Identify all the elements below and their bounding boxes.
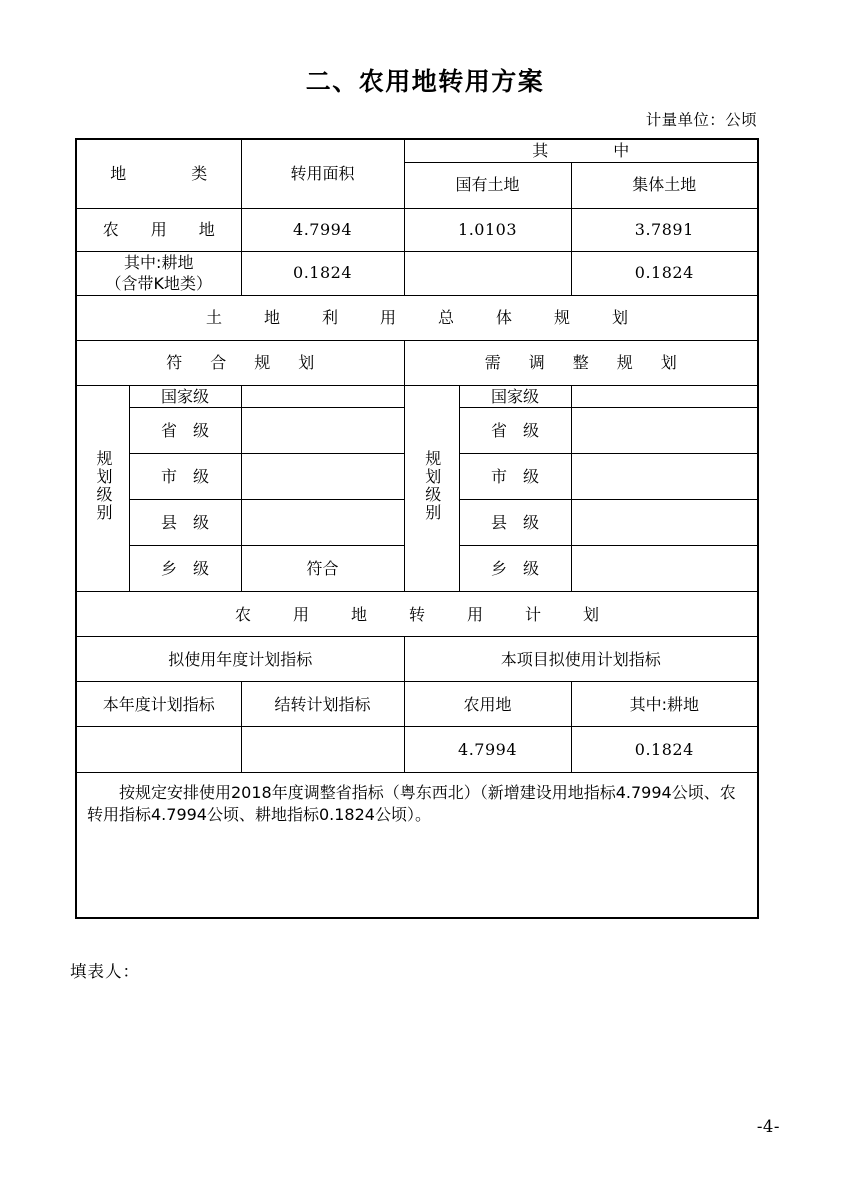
row-label-cultivated-line2: （含带K地类）: [105, 274, 212, 294]
plan-value-adjust-township: [571, 546, 758, 592]
conversion-plan-subheader-row: [76, 637, 758, 682]
cell-agricultural-land-quota: 4.7994: [404, 727, 571, 773]
plan-level-label-left: [76, 385, 129, 592]
header-among-which: 其 中: [404, 139, 758, 162]
table-row-cultivated-land: [76, 251, 758, 295]
section-title-overall-plan: 土 地 利 用 总 体 规 划: [76, 295, 758, 340]
col-header-current-year-quota: 本年度计划指标: [76, 682, 241, 727]
note-text: 按规定安排使用2018年度调整省指标（粤东西北）（新增建设用地指标4.7994公顷、农转用指标4.7994公顷、耕地指标0.1824公顷）。: [87, 783, 736, 824]
plan-level-name-right-township: 乡 级: [459, 546, 571, 592]
plan-value-conform-municipal: [241, 454, 404, 500]
plan-level-name-right-county: 县 级: [459, 500, 571, 546]
plan-level-name-left-provincial: 省 级: [129, 408, 241, 454]
page-number: -4-: [756, 1117, 780, 1136]
header-land-type: 地 类: [76, 139, 241, 208]
subheader-annual-plan-quota: 拟使用年度计划指标: [76, 637, 404, 682]
measurement-unit-label: 计量单位：公顷: [645, 111, 757, 129]
subheader-conform-plan: 符 合 规 划: [76, 340, 404, 385]
plan-value-conform-county: [241, 500, 404, 546]
conversion-plan-values-row: [76, 727, 758, 773]
plan-level-label-left-text: 规划级别: [93, 449, 113, 522]
note-row: [76, 773, 758, 919]
filled-by-label: 填表人：: [70, 962, 140, 981]
plan-value-adjust-provincial: [571, 408, 758, 454]
note-cell: [76, 773, 758, 919]
table-row-agricultural-land: [76, 208, 758, 251]
row-label-cultivated-land: [76, 251, 241, 295]
section-title-conversion-plan: 农 用 地 转 用 计 划: [76, 592, 758, 637]
plan-level-name-left-county: 县 级: [129, 500, 241, 546]
conversion-plan-column-header-row: [76, 682, 758, 727]
cell-agricultural-conversion-area: 4.7994: [241, 208, 404, 251]
plan-level-name-right-national: 国家级: [459, 385, 571, 408]
plan-level-name-right-municipal: 市 级: [459, 454, 571, 500]
plan-level-name-right-provincial: 省 级: [459, 408, 571, 454]
plan-level-row-national: [76, 385, 758, 408]
cell-current-year-quota: [76, 727, 241, 773]
plan-level-name-left-township: 乡 级: [129, 546, 241, 592]
plan-value-conform-township: 符合: [241, 546, 404, 592]
plan-value-adjust-municipal: [571, 454, 758, 500]
cell-cultivated-conversion-area: 0.1824: [241, 251, 404, 295]
col-header-among-cultivated: 其中:耕地: [571, 682, 758, 727]
overall-plan-subheader-row: [76, 340, 758, 385]
subheader-project-plan-quota: 本项目拟使用计划指标: [404, 637, 758, 682]
plan-value-adjust-county: [571, 500, 758, 546]
cell-agricultural-state-owned: 1.0103: [404, 208, 571, 251]
subheader-adjust-plan: 需 调 整 规 划: [404, 340, 758, 385]
header-collective-land: 集体土地: [571, 162, 758, 208]
plan-level-label-right: [404, 385, 459, 592]
cell-among-cultivated-quota: 0.1824: [571, 727, 758, 773]
section-conversion-plan-title-row: [76, 592, 758, 637]
header-state-owned-land: 国有土地: [404, 162, 571, 208]
cell-cultivated-collective: 0.1824: [571, 251, 758, 295]
table-header-row-1: [76, 139, 758, 162]
page-title: 二、农用地转用方案: [305, 67, 545, 96]
header-conversion-area: 转用面积: [241, 139, 404, 208]
row-label-cultivated-line1: 其中:耕地: [124, 252, 194, 272]
plan-level-name-left-municipal: 市 级: [129, 454, 241, 500]
land-conversion-table: [75, 138, 759, 919]
cell-agricultural-collective: 3.7891: [571, 208, 758, 251]
section-overall-plan-title-row: [76, 295, 758, 340]
cell-carryover-quota: [241, 727, 404, 773]
col-header-carryover-quota: 结转计划指标: [241, 682, 404, 727]
col-header-agricultural-land: 农用地: [404, 682, 571, 727]
plan-value-conform-provincial: [241, 408, 404, 454]
plan-level-name-left-national: 国家级: [129, 385, 241, 408]
plan-value-adjust-national: [571, 385, 758, 408]
cell-cultivated-state-owned: [404, 251, 571, 295]
plan-level-label-right-text: 规划级别: [422, 449, 442, 522]
plan-value-conform-national: [241, 385, 404, 408]
row-label-agricultural-land: 农 用 地: [76, 208, 241, 251]
